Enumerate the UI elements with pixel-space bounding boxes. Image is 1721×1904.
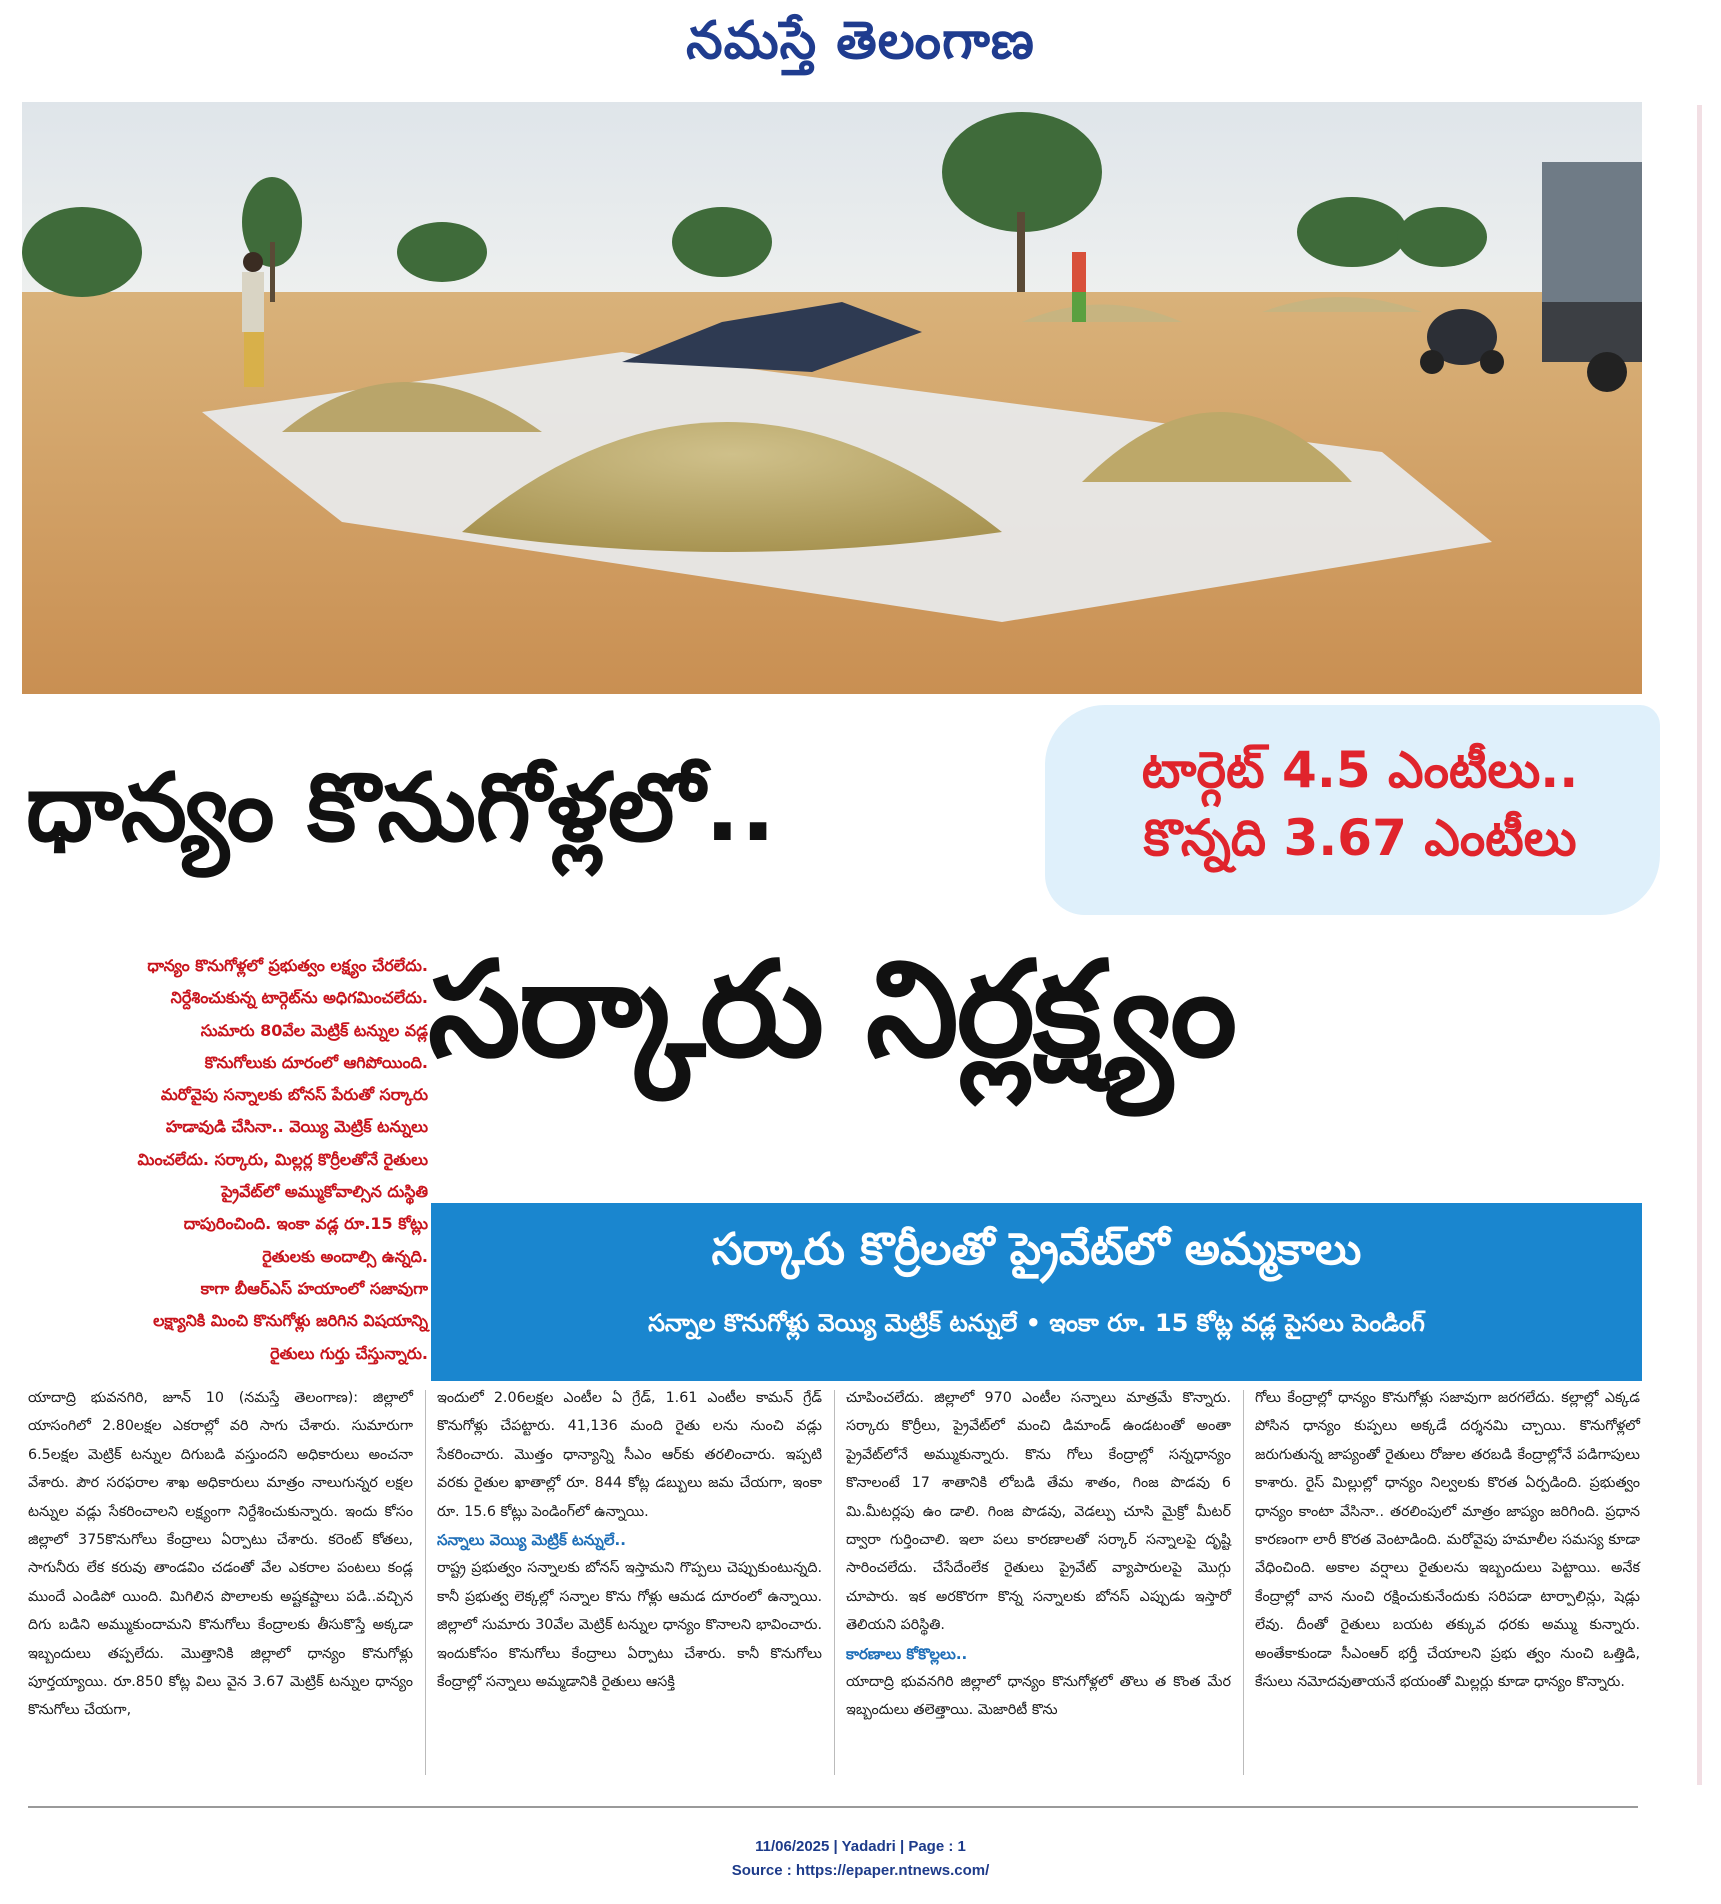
callout-purchased: కొన్నది 3.67 ఎంటీలు [1143, 809, 1577, 867]
article-paragraph: యాదాద్రి భువనగిరి, జూన్ 10 (నమస్తే తెలంగాణ): జిల్లాలో యాసంగిలో 2.80లక్షల ఎకరాల్లో వరి సాగు చేశారు. సుమారుగా 6.5లక్షల మెట్రిక్ టన్నుల దిగుబడి వస్తుందని అధికారులు అంచనా వేశారు. పౌర సరఫరాల శాఖ అధికారులు మాత్రం నాలుగున్నర లక్షల టన్నుల వడ్లు సేకరించాలని లక్ష్యంగా నిర్దేశించుకున్నారు. ఇందు కోసం జిల్లాలో 375కొనుగోలు కేంద్రాలు ఏర్పాటు చేశారు. కరెంట్ కోతలు, సాగునీరు లేక కరువు తాండవిం చడంతో వేల ఎకరాల పంటలు కండ్ల ముందే ఎండిపో యింది. మిగిలిన పొలాలకు అష్టకష్టాలు పడి..వచ్చిన దిగు బడిని అమ్ముకుందామని కొనుగోలు కేంద్రాలకు తీసుకొస్తే అక్కడా ఇబ్బందులు తప్పలేదు. మొత్తానికి జిల్లాలో ధాన్యం కొనుగోళ్లు పూర్తయ్యాయి. రూ.850 కోట్ల విలు వైన 3.67 మెట్రిక్ టన్నుల ధాన్యం కొనుగోలు చేయగా, [28, 1390, 413, 1719]
paddy-heaps-illustration [22, 102, 1642, 694]
intro-line: రైతులకు అందాల్సి ఉన్నది. [262, 1246, 428, 1266]
article-column-3 [846, 1384, 1231, 1725]
article-column-4 [1255, 1384, 1640, 1696]
banner-title: సర్కారు కొర్రీలతో ప్రైవేట్‌లో అమ్మకాలు [711, 1224, 1362, 1275]
footer-dateline: 11/06/2025 | Yadadri | Page : 1 [755, 1838, 966, 1855]
intro-line: హడావుడి చేసినా.. వెయ్యి మెట్రిక్ టన్నులు [165, 1117, 428, 1137]
column-divider [1243, 1390, 1244, 1775]
intro-line: కాగా బీఆర్‌ఎస్ హయాంలో సజావుగా [200, 1278, 428, 1298]
column-divider [834, 1390, 835, 1775]
intro-summary [28, 950, 428, 1370]
lead-photo [22, 102, 1642, 694]
intro-line: రైతులు గుర్తు చేస్తున్నారు. [270, 1343, 428, 1363]
intro-line: మించలేదు. సర్కారు, మిల్లర్ల కొర్రీలతోనే రైతులు [137, 1149, 428, 1169]
intro-line: ప్రైవేట్‌లో అమ్ముకోవాల్సిన దుస్థితి [221, 1182, 428, 1202]
footer-rule [28, 1806, 1638, 1808]
footer-source: Source : https://epaper.ntnews.com/ [731, 1862, 990, 1879]
intro-line: లక్ష్యానికి మించి కొనుగోళ్లు జరిగిన విషయాన్ని [153, 1311, 428, 1331]
article-column-1 [28, 1384, 413, 1725]
banner-subtitle: సన్నాల కొనుగోళ్లు వెయ్యి మెట్రిక్ టన్నులే • ఇంకా రూ. 15 కోట్ల వడ్ల పైసలు పెండింగ్ [648, 1309, 1425, 1337]
article-paragraph: ఇందులో 2.06లక్షల ఎంటీల ఏ గ్రేడ్, 1.61 ఎంటీల కామన్ గ్రేడ్ కొనుగోళ్లు చేపట్టారు. 41,136 మంది రైతు లను నుంచి వడ్లు సేకరించారు. మొత్తం ధాన్యాన్ని సీఎం ఆర్‌కు తరలించారు. ఇప్పటి వరకు రైతుల ఖాతాల్లో రూ. 844 కోట్ల డబ్బులు జమ చేయగా, ఇంకా రూ. 15.6 కోట్లు పెండింగ్‌లో ఉన్నాయి. [437, 1390, 822, 1520]
masthead-title: నమస్తే తెలంగాణ [686, 10, 1035, 71]
article-subhead: సన్నాలు వెయ్యి మెట్రిక్ టన్నులే.. [437, 1531, 626, 1550]
intro-line: సుమారు 80వేల మెట్రిక్ టన్నుల వడ్ల [200, 1020, 428, 1040]
main-headline: సర్కారు నిర్లక్ష్యం [428, 933, 1236, 1087]
article-paragraph: చూపించలేదు. జిల్లాలో 970 ఎంటీల సన్నాలు మాత్రమే కొన్నారు. సర్కారు కొర్రీలు, ప్రైవేట్‌లో మంచి డిమాండ్ ఉండటంతో అంతా ప్రైవేట్‌లోనే అమ్ముకున్నారు. కొను గోలు కేంద్రాల్లో సన్నధాన్యం కొనాలంటే 17 శాతానికి లోబడి తేమ శాతం, గింజ పొడవు 6 మి.మీటర్లపు ఉం డాలి. గింజ పొడవు, వెడల్పు చూసి మైక్రో మీటర్ ద్వారా గుర్తించాలి. ఇలా పలు కారణాలతో సర్కార్ సన్నాలపై దృష్టి సారించలేదు. చేసేదేంలేక రైతులు ప్రైవేట్ వ్యాపారులపై మొగ్గు చూపారు. ఇక అరకొరగా కొన్న సన్నాలకు బోనస్ ఎప్పుడు ఇస్తారో తెలియని పరిస్థితి. [846, 1390, 1231, 1634]
column-divider [425, 1390, 426, 1775]
headline-kicker: ధాన్యం కొనుగోళ్లలో.. [26, 754, 776, 863]
intro-line: ధాన్యం కొనుగోళ్లలో ప్రభుత్వం లక్ష్యం చేరలేదు. [147, 956, 428, 975]
article-column-2 [437, 1384, 822, 1696]
intro-line: కొనుగోలుకు దూరంలో ఆగిపోయింది. [204, 1052, 428, 1072]
intro-line: నిర్దేశించుకున్న టార్గెట్‌ను అధిగమించలేదు. [170, 988, 428, 1008]
intro-line: మరోవైపు సన్నాలకు బోనస్ పేరుతో సర్కారు [160, 1085, 428, 1105]
article-paragraph: యాదాద్రి భువనగిరి జిల్లాలో ధాన్యం కొనుగోళ్లలో తొలు త కొంత మేర ఇబ్బందులు తలెత్తాయి. మెజారిటీ కొను [846, 1674, 1231, 1719]
article-paragraph: రాష్ట్ర ప్రభుత్వం సన్నాలకు బోనస్ ఇస్తామని గొప్పలు చెప్పుకుంటున్నది. కానీ ప్రభుత్వ లెక్కల్లో సన్నాల కొను గోళ్లు ఆమడ దూరంలో ఉన్నాయి. జిల్లాలో సుమారు 30వేల మెట్రిక్ టన్నుల ధాన్యం కొనాలని భావించారు. ఇందుకోసం కొనుగోలు కేంద్రాలు ఏర్పాటు చేశారు. కానీ కొనుగోలు కేంద్రాల్లో సన్నాలు అమ్మడానికి రైతులు ఆసక్తి [437, 1560, 822, 1691]
callout-target: టార్గెట్ 4.5 ఎంటీలు.. [1141, 741, 1579, 799]
intro-line: దాపురించింది. ఇంకా వడ్ల రూ.15 కోట్లు [183, 1214, 428, 1234]
article-paragraph: గోలు కేంద్రాల్లో ధాన్యం కొనుగోళ్లు సజావుగా జరగలేదు. కల్లాల్లో ఎక్కడ పోసిన ధాన్యం కుప్పలు అక్కడే దర్శనమి చ్చాయి. కొనుగోళ్లలో జరుగుతున్న జాప్యంతో రైతులు రోజుల తరబడి కేంద్రాల్లోనే పడిగాపులు కాశారు. రైస్ మిల్లుల్లో ధాన్యం నిల్వలకు కొరత ఏర్పడింది. ప్రభుత్వం ధాన్యం కాంటా వేసినా.. తరలింపులో మాత్రం జాప్యం జరిగింది. ప్రధాన కారణంగా లారీ కొరత వెంటాడింది. మరోవైపు హమాలీల సమస్య కూడా వేధించింది. అకాల వర్షాలు రైతులను ఇబ్బందులు పెట్టాయి. అనేక కేంద్రాల్లో వాన నుంచి రక్షించుకునేందుకు సరిపడా టార్పాలిన్లు, షెడ్లు లేవు. దీంతో రైతులు బయట తక్కువ ధరకు అమ్ము కున్నారు. అంతేకాకుండా సీఎంఆర్ భర్తీ చేయాలని ప్రభు త్వం నుంచి ఒత్తిడి, కేసులు నమోదవుతాయనే భయంతో మిల్లర్లు కూడా ధాన్యం కొన్నారు. [1255, 1390, 1640, 1691]
article-subhead: కారణాలు కోకొల్లలు.. [846, 1644, 968, 1663]
page-edge-rule [1697, 105, 1702, 1785]
